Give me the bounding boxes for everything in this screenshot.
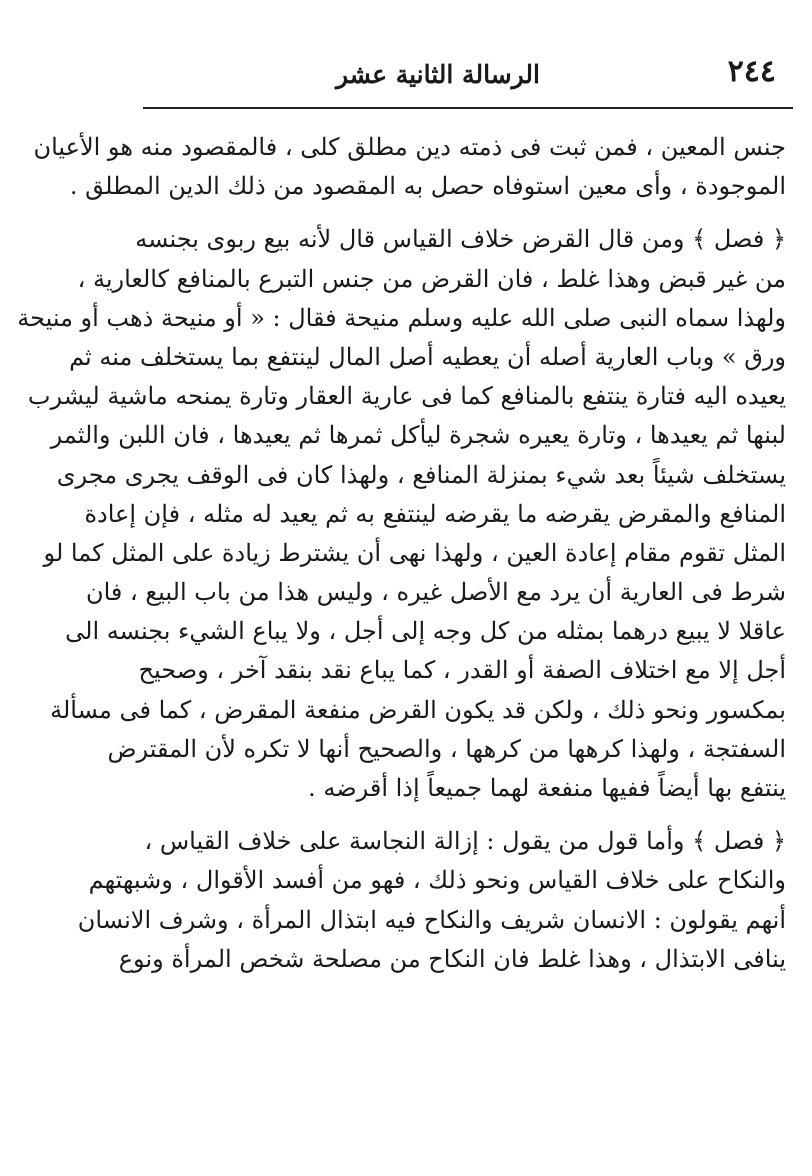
text-line xyxy=(135,220,786,259)
line-text: وأما قول من يقول : إزالة النجاسة على خلاف القياس ، xyxy=(144,827,685,856)
page-header xyxy=(140,40,790,100)
running-title: الرسالة الثانية عشر xyxy=(336,60,540,89)
text-line: لبنها ثم يعيدها ، وتارة يعيره شجرة ليأكل ثمرها ثم يعيدها ، فان اللبن والثمر xyxy=(50,421,786,450)
section-label: ﴿ فصل ﴾ xyxy=(692,225,786,254)
text-line: أجل إلا مع اختلاف الصفة أو القدر ، كما يباع نقد بنقد آخر ، وصحيح xyxy=(138,656,786,685)
text-line: المنافع والمقرض يقرضه ما يقرضه لينتفع به ثم يعيد له مثله ، فإن إعادة xyxy=(84,499,786,528)
text-line: جنس المعين ، فمن ثبت فى ذمته دين مطلق كلى ، فالمقصود منه هو الأعيان xyxy=(33,133,786,161)
text-line: ينافى الابتذال ، وهذا غلط فان النكاح من مصلحة شخص المرأة ونوع xyxy=(118,944,786,973)
page-number: ٢٤٤ xyxy=(727,54,776,89)
paragraph xyxy=(33,128,786,206)
text-line: أنهم يقولون : الانسان شريف والنكاح فيه ابتذال المرأة ، وشرف الانسان xyxy=(77,905,786,934)
paragraph xyxy=(77,822,786,979)
text-line: والنكاح على خلاف القياس ونحو ذلك ، فهو من أفسد الأقوال ، وشبهتهم xyxy=(88,866,786,895)
text-line: يعيده اليه فتارة ينتفع بالمنافع كما فى عارية العقار وتارة يمنحه ماشية ليشرب xyxy=(27,382,786,411)
header-rule xyxy=(143,107,793,109)
text-line: ينتفع بها أيضاً ففيها منفعة لهما جميعاً إذا أقرضه . xyxy=(308,774,786,802)
line-text: ومن قال القرض خلاف القياس قال لأنه بيع ربوى بجنسه xyxy=(135,225,685,254)
text-line xyxy=(144,822,786,861)
text-line: عاقلا لا يبيع درهما بمثله من كل وجه إلى أجل ، ولا يباع الشيء بجنسه الى xyxy=(65,617,786,646)
section-label: ﴿ فصل ﴾ xyxy=(692,827,786,856)
text-line: بمكسور ونحو ذلك ، ولكن قد يكون القرض منفعة المقرض ، كما فى مسألة xyxy=(50,695,786,724)
text-line: شرط فى العارية أن يرد مع الأصل غيره ، وليس هذا من باب البيع ، فان xyxy=(85,578,786,607)
text-line: يستخلف شيئاً بعد شيء بمنزلة المنافع ، ولهذا كان فى الوقف يجرى مجرى xyxy=(56,460,786,489)
text-line: من غير قبض وهذا غلط ، فان القرض من جنس التبرع بالمنافع كالعارية ، xyxy=(77,264,786,293)
paragraph xyxy=(17,220,786,808)
text-line: ورق » وباب العارية أصله أن يعطيه أصل المال لينتفع بما يستخلف منه ثم xyxy=(69,342,786,371)
text-line: الموجودة ، وأى معين استوفاه حصل به المقصود من ذلك الدين المطلق . xyxy=(69,172,786,201)
text-line: السفتجة ، ولهذا كرهها من كرهها ، والصحيح أنها لا تكره لأن المقترض xyxy=(107,734,786,763)
text-line: ولهذا سماه النبى صلى الله عليه وسلم منيحة فقال : « أو منيحة ذهب أو منيحة xyxy=(17,303,786,332)
body-text xyxy=(17,128,786,993)
text-line: المثل تقوم مقام إعادة العين ، ولهذا نهى أن يشترط زيادة على المثل كما لو xyxy=(43,538,786,567)
